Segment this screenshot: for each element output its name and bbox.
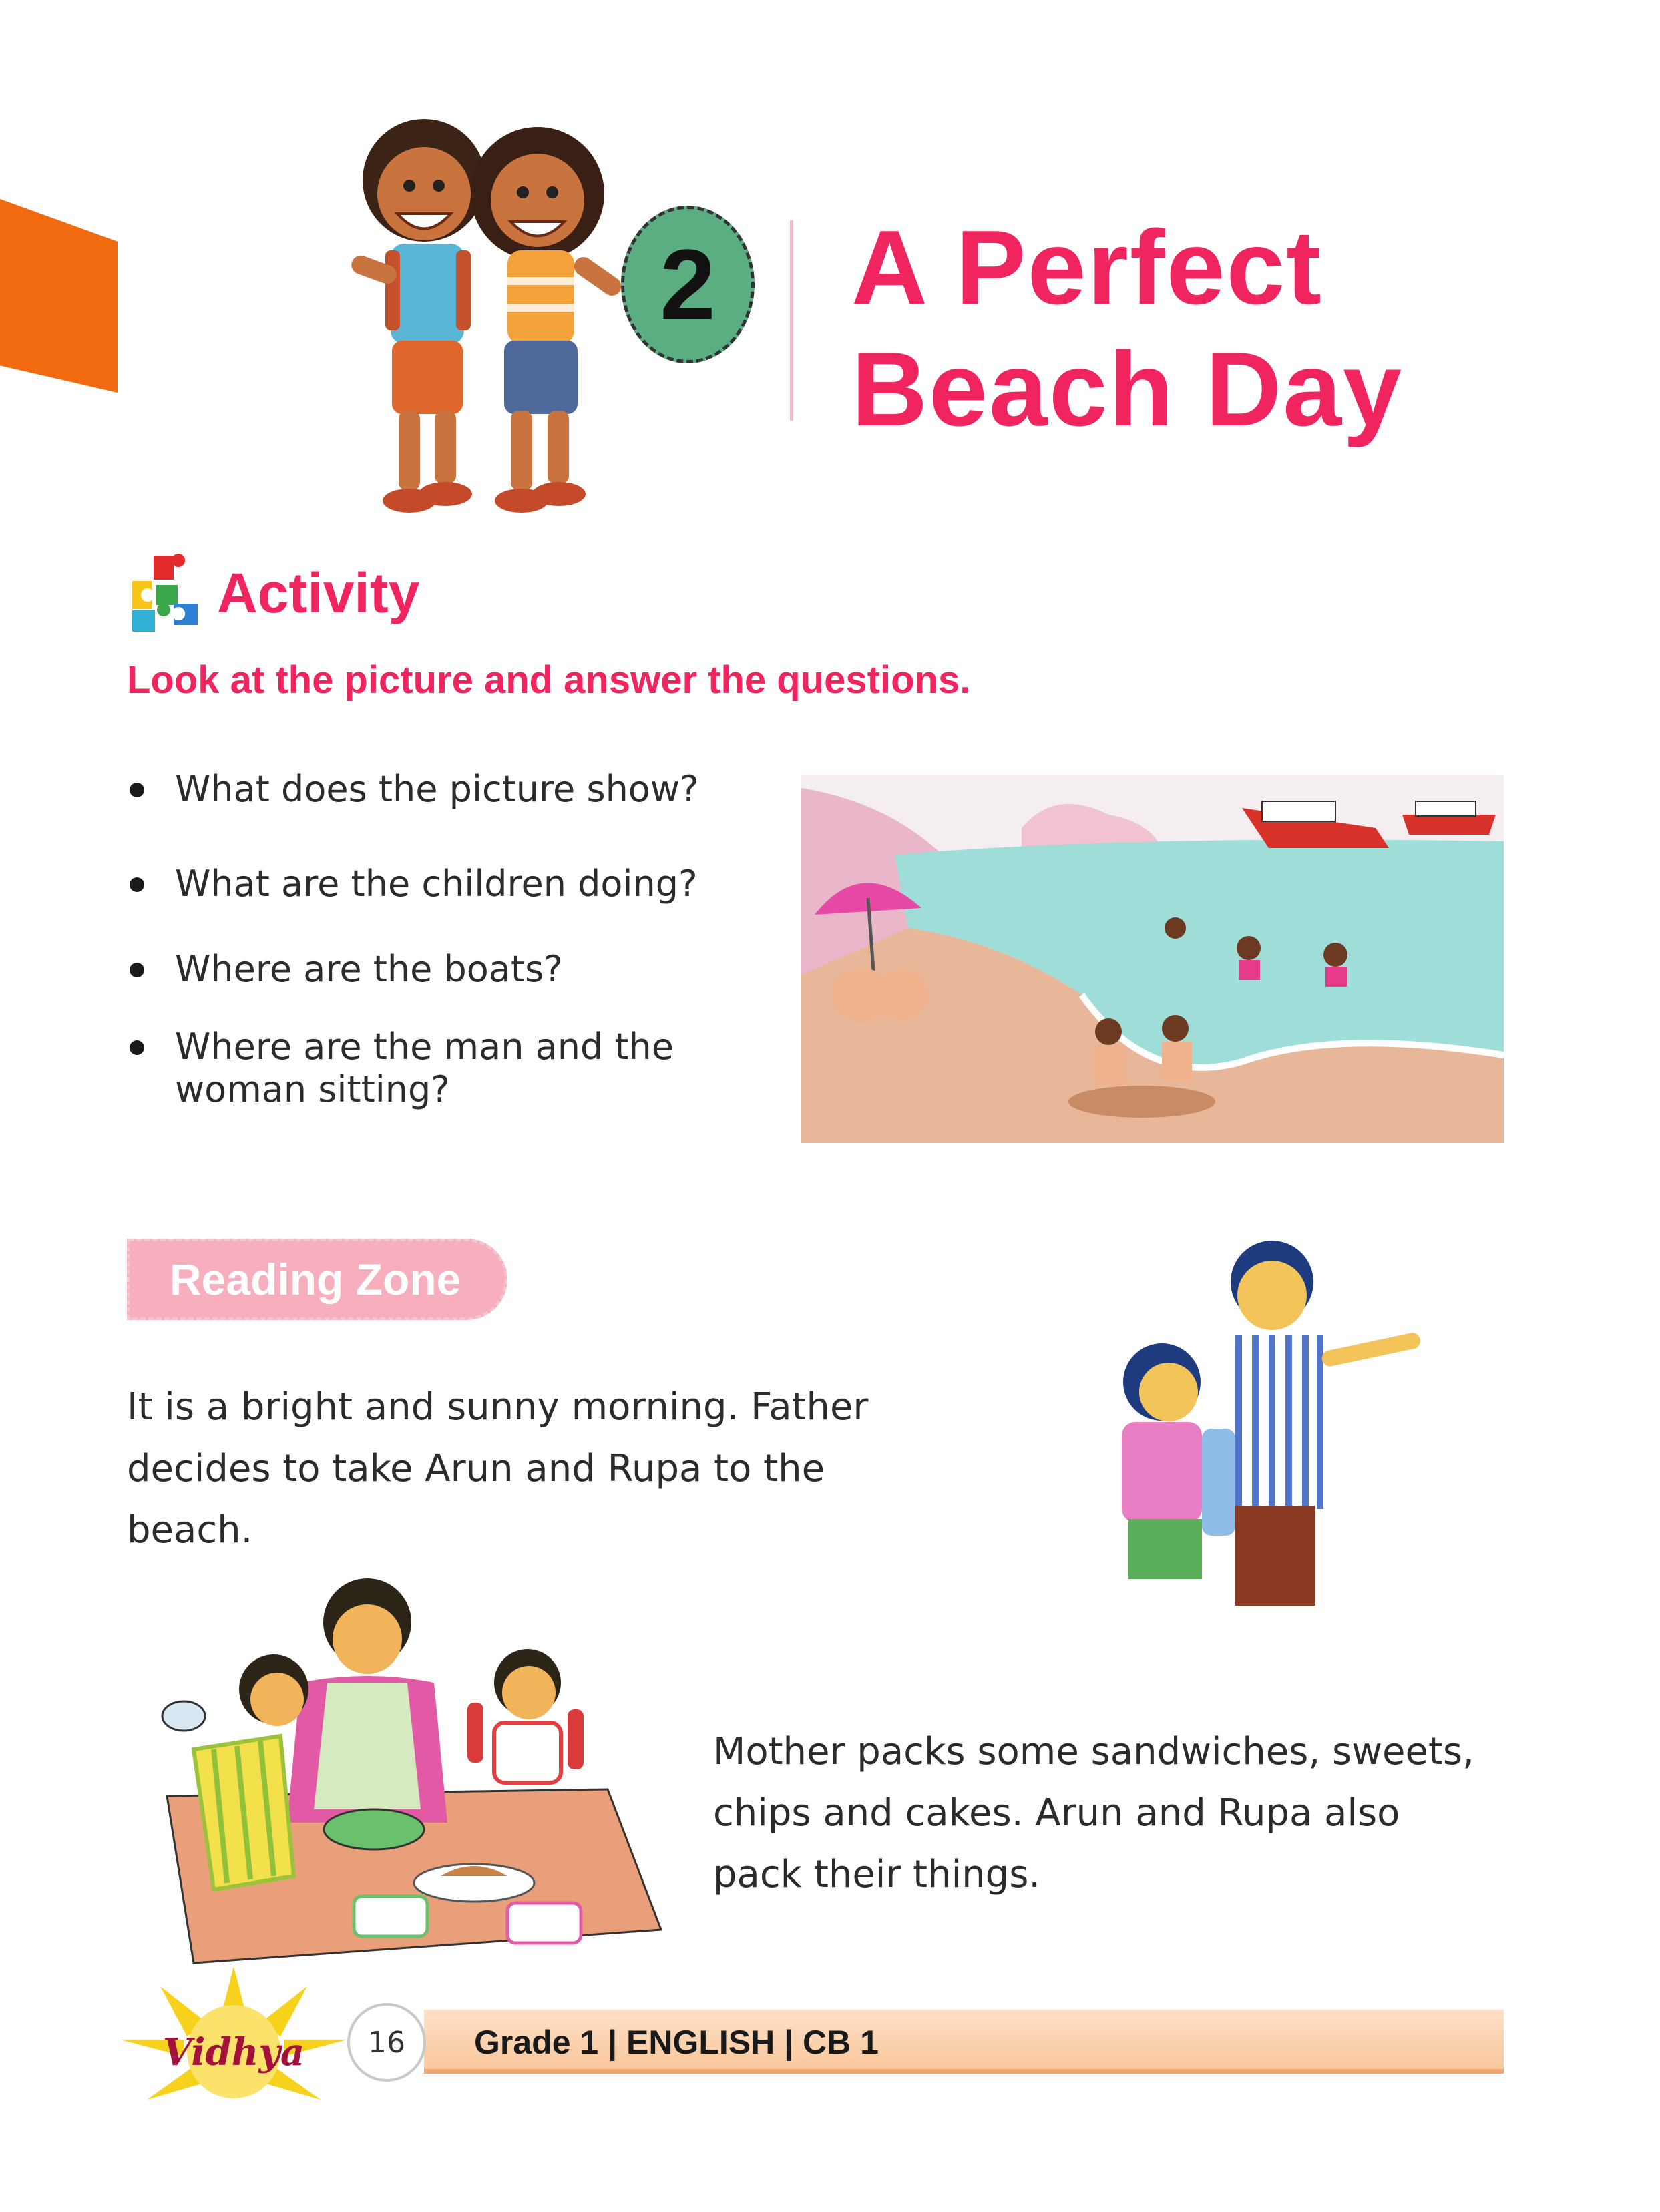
question-item: Where are the boats? — [127, 948, 795, 991]
title-divider — [790, 220, 793, 421]
paragraph-line: decides to take Arun and Rupa to the — [127, 1447, 825, 1490]
svg-text:Vidhya: Vidhya — [162, 2030, 305, 2074]
vidhya-logo — [120, 1966, 347, 2113]
paragraph-line: pack their things. — [713, 1853, 1041, 1896]
reading-zone-badge: Reading Zone — [127, 1239, 507, 1320]
paragraph-line: beach. — [127, 1508, 253, 1552]
paragraph-line: Mother packs some sandwiches, sweets, — [713, 1730, 1474, 1773]
chapter-title-line-1: A Perfect — [851, 209, 1323, 326]
activity-heading: Activity — [217, 562, 420, 624]
puzzle-pieces-icon — [127, 549, 206, 634]
question-item: What are the children doing? — [127, 863, 795, 905]
paragraph-line: It is a bright and sunny morning. Father — [127, 1385, 869, 1429]
girl-figure — [471, 127, 625, 513]
mother-packing-food-illustration — [154, 1569, 681, 1970]
reading-paragraph-1 — [127, 1377, 928, 1561]
chapter-title — [851, 207, 1586, 450]
question-item: What does the picture show? — [127, 768, 795, 811]
boy-figure — [349, 119, 485, 513]
paragraph-line: chips and cakes. Arun and Rupa also — [713, 1791, 1400, 1835]
father-and-children-illustration — [1068, 1229, 1456, 1616]
corner-accent — [0, 199, 118, 393]
reading-paragraph-2 — [713, 1721, 1514, 1906]
footer-course-label: Grade 1 | ENGLISH | CB 1 — [474, 2024, 879, 2061]
beach-scene-picture — [801, 775, 1504, 1143]
chapter-number-badge: 2 — [621, 206, 755, 363]
chapter-title-line-2: Beach Day — [851, 330, 1403, 448]
activity-instruction: Look at the picture and answer the questions. — [127, 658, 971, 702]
page-number: 16 — [347, 2003, 426, 2082]
question-item: Where are the man and the woman sitting? — [127, 1026, 741, 1111]
running-children-illustration — [344, 100, 631, 534]
